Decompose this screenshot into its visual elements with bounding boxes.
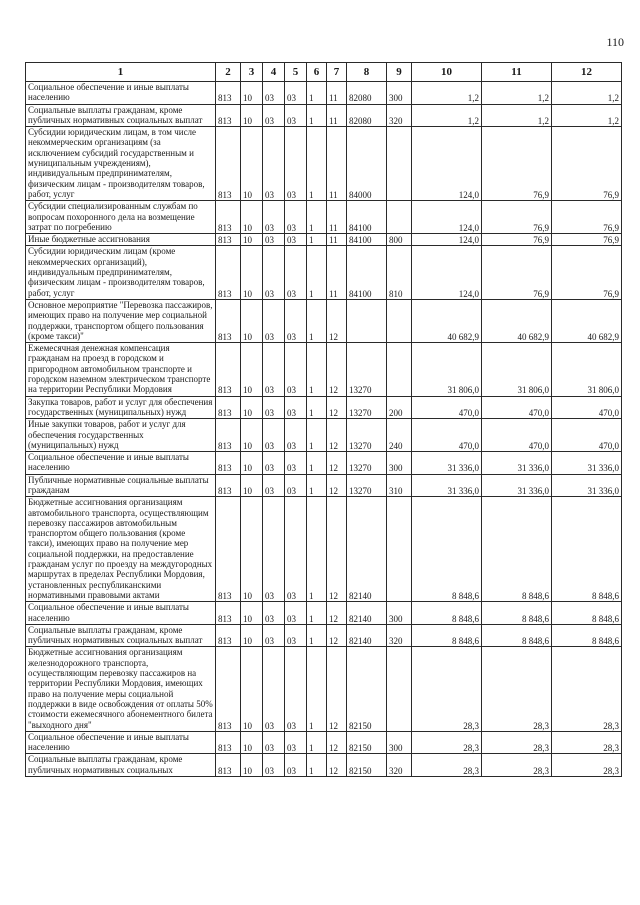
row-name: Закупка товаров, работ и услуг для обеспечения государственных (муниципальных) нужд [26,396,216,419]
table-row [26,246,622,299]
cell-c7: 11 [327,104,347,127]
cell-c5: 03 [285,474,307,497]
cell-c2: 813 [216,419,241,452]
cell-c9: 800 [387,234,412,246]
cell-c5: 03 [285,104,307,127]
column-header: 1 [26,63,216,82]
cell-c3: 10 [241,497,263,602]
cell-c9 [387,299,412,342]
cell-c2: 813 [216,452,241,475]
cell-c2: 813 [216,624,241,647]
header-row [26,63,622,82]
page-number: 110 [606,35,624,49]
column-header: 9 [387,63,412,82]
cell-c9 [387,497,412,602]
cell-c4: 03 [263,299,285,342]
cell-c6: 1 [307,104,327,127]
table-row [26,474,622,497]
cell-c3: 10 [241,127,263,201]
row-name: Социальное обеспечение и иные выплаты населению [26,602,216,625]
cell-c3: 10 [241,246,263,299]
cell-c11: 470,0 [482,396,552,419]
cell-c2: 813 [216,299,241,342]
cell-c5: 03 [285,246,307,299]
cell-c3: 10 [241,234,263,246]
column-header: 11 [482,63,552,82]
cell-c3: 10 [241,602,263,625]
cell-c8: 82150 [347,647,387,731]
cell-c6: 1 [307,396,327,419]
cell-c5: 03 [285,452,307,475]
cell-c10: 8 848,6 [412,602,482,625]
cell-c10: 31 336,0 [412,474,482,497]
cell-c10: 28,3 [412,754,482,777]
column-header: 6 [307,63,327,82]
cell-c5: 03 [285,647,307,731]
cell-c4: 03 [263,246,285,299]
table-row [26,343,622,396]
cell-c12: 28,3 [552,731,622,754]
cell-c6: 1 [307,419,327,452]
table-row [26,624,622,647]
cell-c6: 1 [307,127,327,201]
cell-c12: 470,0 [552,396,622,419]
table-row [26,201,622,234]
cell-c6: 1 [307,201,327,234]
cell-c7: 12 [327,343,347,396]
cell-c10: 28,3 [412,647,482,731]
cell-c7: 11 [327,82,347,105]
cell-c8: 82080 [347,104,387,127]
cell-c3: 10 [241,452,263,475]
row-name: Субсидии юридическим лицам (кроме некоммерческих организаций), индивидуальным предпринимателям, физическим лицам - производителям товаров, работ, услуг [26,246,216,299]
cell-c11: 76,9 [482,201,552,234]
cell-c11: 8 848,6 [482,602,552,625]
cell-c8: 84100 [347,246,387,299]
cell-c8: 82140 [347,497,387,602]
cell-c7: 12 [327,452,347,475]
cell-c8: 82140 [347,624,387,647]
cell-c4: 03 [263,754,285,777]
row-name: Иные закупки товаров, работ и услуг для обеспечения государственных (муниципальных) нужд [26,419,216,452]
cell-c9: 300 [387,452,412,475]
cell-c11: 40 682,9 [482,299,552,342]
table-row [26,234,622,246]
cell-c12: 8 848,6 [552,497,622,602]
cell-c2: 813 [216,104,241,127]
table-row [26,299,622,342]
table-row [26,82,622,105]
cell-c2: 813 [216,602,241,625]
cell-c2: 813 [216,754,241,777]
cell-c9 [387,201,412,234]
cell-c5: 03 [285,497,307,602]
cell-c7: 11 [327,201,347,234]
cell-c2: 813 [216,127,241,201]
cell-c11: 28,3 [482,647,552,731]
cell-c7: 12 [327,419,347,452]
cell-c12: 1,2 [552,82,622,105]
cell-c10: 40 682,9 [412,299,482,342]
cell-c11: 1,2 [482,104,552,127]
row-name: Социальные выплаты гражданам, кроме публичных нормативных социальных [26,754,216,777]
cell-c3: 10 [241,82,263,105]
cell-c12: 76,9 [552,246,622,299]
cell-c6: 1 [307,497,327,602]
row-name: Субсидии юридическим лицам, в том числе некоммерческим организациям (за исключением субсидий государственным и муниципальным учреждениям), индивидуальным предпринимателям, физическим лицам - производителям товаров, работ, услуг [26,127,216,201]
cell-c12: 31 336,0 [552,474,622,497]
cell-c8: 82150 [347,754,387,777]
cell-c10: 124,0 [412,246,482,299]
cell-c6: 1 [307,452,327,475]
cell-c8: 84000 [347,127,387,201]
row-name: Бюджетные ассигнования организациям железнодорожного транспорта, осуществляющим перевозку пассажиров на территории Республики Мордовия, имеющих право на получение меры социальной поддержки в виде освобождения от оплаты 50% стоимости ежемесячного абонементного билета "выходного дня" [26,647,216,731]
cell-c11: 8 848,6 [482,497,552,602]
row-name: Ежемесячная денежная компенсация гражданам на проезд в городском и пригородном автомобильном транспорте и городском наземном электрическом транспорте на территории Республики Мордовия [26,343,216,396]
cell-c11: 8 848,6 [482,624,552,647]
cell-c3: 10 [241,201,263,234]
cell-c10: 124,0 [412,234,482,246]
cell-c9: 320 [387,104,412,127]
column-header: 5 [285,63,307,82]
cell-c5: 03 [285,731,307,754]
budget-table [25,62,622,777]
cell-c3: 10 [241,299,263,342]
cell-c8: 82080 [347,82,387,105]
row-name: Социальное обеспечение и иные выплаты населению [26,452,216,475]
cell-c11: 76,9 [482,234,552,246]
table-body [26,82,622,777]
cell-c10: 470,0 [412,419,482,452]
cell-c5: 03 [285,201,307,234]
cell-c4: 03 [263,452,285,475]
cell-c8: 13270 [347,474,387,497]
cell-c2: 813 [216,82,241,105]
cell-c7: 12 [327,731,347,754]
cell-c6: 1 [307,602,327,625]
cell-c4: 03 [263,343,285,396]
cell-c7: 12 [327,624,347,647]
cell-c10: 31 806,0 [412,343,482,396]
cell-c2: 813 [216,343,241,396]
cell-c12: 76,9 [552,234,622,246]
cell-c6: 1 [307,647,327,731]
cell-c10: 28,3 [412,731,482,754]
row-name: Иные бюджетные ассигнования [26,234,216,246]
cell-c11: 76,9 [482,246,552,299]
cell-c5: 03 [285,234,307,246]
cell-c4: 03 [263,82,285,105]
cell-c12: 31 336,0 [552,452,622,475]
row-name: Социальные выплаты гражданам, кроме публичных нормативных социальных выплат [26,624,216,647]
cell-c10: 470,0 [412,396,482,419]
cell-c3: 10 [241,396,263,419]
cell-c10: 1,2 [412,82,482,105]
cell-c11: 31 336,0 [482,474,552,497]
table-row [26,419,622,452]
cell-c8: 82140 [347,602,387,625]
cell-c2: 813 [216,246,241,299]
cell-c4: 03 [263,731,285,754]
cell-c9: 240 [387,419,412,452]
cell-c7: 11 [327,246,347,299]
column-header: 3 [241,63,263,82]
table-row [26,396,622,419]
cell-c9: 320 [387,624,412,647]
cell-c8 [347,299,387,342]
cell-c2: 813 [216,497,241,602]
cell-c5: 03 [285,396,307,419]
cell-c12: 1,2 [552,104,622,127]
cell-c5: 03 [285,343,307,396]
row-name: Публичные нормативные социальные выплаты гражданам [26,474,216,497]
cell-c7: 12 [327,474,347,497]
cell-c5: 03 [285,419,307,452]
cell-c2: 813 [216,201,241,234]
cell-c12: 76,9 [552,201,622,234]
cell-c12: 470,0 [552,419,622,452]
cell-c9: 300 [387,602,412,625]
cell-c11: 31 336,0 [482,452,552,475]
cell-c11: 1,2 [482,82,552,105]
cell-c12: 28,3 [552,754,622,777]
cell-c8: 84100 [347,201,387,234]
row-name: Субсидии специализированным службам по вопросам похоронного дела на возмещение затрат по погребению [26,201,216,234]
cell-c9: 200 [387,396,412,419]
row-name: Социальные выплаты гражданам, кроме публичных нормативных социальных выплат [26,104,216,127]
row-name: Социальное обеспечение и иные выплаты населению [26,82,216,105]
column-header: 4 [263,63,285,82]
table-row [26,731,622,754]
cell-c5: 03 [285,299,307,342]
cell-c9: 320 [387,754,412,777]
cell-c10: 124,0 [412,127,482,201]
cell-c7: 12 [327,299,347,342]
cell-c11: 28,3 [482,754,552,777]
table-row [26,104,622,127]
cell-c2: 813 [216,647,241,731]
cell-c5: 03 [285,127,307,201]
cell-c4: 03 [263,497,285,602]
column-header: 2 [216,63,241,82]
cell-c8: 84100 [347,234,387,246]
cell-c12: 28,3 [552,647,622,731]
cell-c10: 1,2 [412,104,482,127]
cell-c7: 11 [327,234,347,246]
column-header: 12 [552,63,622,82]
cell-c12: 40 682,9 [552,299,622,342]
cell-c9: 300 [387,731,412,754]
cell-c9 [387,127,412,201]
cell-c12: 76,9 [552,127,622,201]
cell-c6: 1 [307,624,327,647]
cell-c6: 1 [307,234,327,246]
cell-c3: 10 [241,343,263,396]
table-row [26,452,622,475]
cell-c7: 12 [327,647,347,731]
cell-c2: 813 [216,396,241,419]
cell-c4: 03 [263,624,285,647]
cell-c5: 03 [285,82,307,105]
cell-c2: 813 [216,474,241,497]
cell-c3: 10 [241,647,263,731]
table-row [26,602,622,625]
cell-c10: 8 848,6 [412,497,482,602]
cell-c11: 470,0 [482,419,552,452]
cell-c6: 1 [307,754,327,777]
column-header: 8 [347,63,387,82]
cell-c6: 1 [307,343,327,396]
cell-c7: 11 [327,127,347,201]
cell-c11: 76,9 [482,127,552,201]
cell-c12: 31 806,0 [552,343,622,396]
cell-c4: 03 [263,234,285,246]
table-row [26,754,622,777]
column-header: 7 [327,63,347,82]
cell-c9 [387,343,412,396]
cell-c10: 124,0 [412,201,482,234]
cell-c4: 03 [263,474,285,497]
cell-c3: 10 [241,754,263,777]
cell-c6: 1 [307,246,327,299]
cell-c7: 12 [327,497,347,602]
cell-c9: 300 [387,82,412,105]
cell-c4: 03 [263,396,285,419]
cell-c4: 03 [263,201,285,234]
cell-c6: 1 [307,731,327,754]
cell-c5: 03 [285,624,307,647]
cell-c4: 03 [263,602,285,625]
row-name: Основное мероприятие "Перевозка пассажиров, имеющих право на получение мер социальной поддержки, транспортом общего пользования (кроме такси)" [26,299,216,342]
cell-c2: 813 [216,234,241,246]
cell-c7: 12 [327,754,347,777]
cell-c6: 1 [307,474,327,497]
cell-c6: 1 [307,82,327,105]
cell-c2: 813 [216,731,241,754]
row-name: Социальное обеспечение и иные выплаты населению [26,731,216,754]
cell-c5: 03 [285,754,307,777]
cell-c3: 10 [241,419,263,452]
cell-c10: 31 336,0 [412,452,482,475]
column-header: 10 [412,63,482,82]
cell-c9: 810 [387,246,412,299]
cell-c3: 10 [241,731,263,754]
cell-c4: 03 [263,419,285,452]
cell-c8: 13270 [347,396,387,419]
cell-c8: 13270 [347,419,387,452]
table-row [26,127,622,201]
cell-c4: 03 [263,647,285,731]
cell-c8: 82150 [347,731,387,754]
cell-c3: 10 [241,474,263,497]
cell-c12: 8 848,6 [552,624,622,647]
cell-c8: 13270 [347,343,387,396]
table-row [26,647,622,731]
cell-c9 [387,647,412,731]
cell-c9: 310 [387,474,412,497]
cell-c3: 10 [241,624,263,647]
cell-c7: 12 [327,602,347,625]
cell-c8: 13270 [347,452,387,475]
cell-c6: 1 [307,299,327,342]
cell-c4: 03 [263,104,285,127]
cell-c11: 28,3 [482,731,552,754]
cell-c3: 10 [241,104,263,127]
cell-c12: 8 848,6 [552,602,622,625]
cell-c7: 12 [327,396,347,419]
cell-c4: 03 [263,127,285,201]
table-row [26,497,622,602]
cell-c5: 03 [285,602,307,625]
cell-c10: 8 848,6 [412,624,482,647]
row-name: Бюджетные ассигнования организациям автомобильного транспорта, осуществляющим перевозку пассажиров автомобильным транспортом общего пользования (кроме такси), имеющих право на получение мер социальной поддержки, на предоставление гражданам услуг по проезду на междугородных маршрутах в пределах Республики Мордовия, установленных республиканскими нормативными правовыми актами [26,497,216,602]
cell-c11: 31 806,0 [482,343,552,396]
